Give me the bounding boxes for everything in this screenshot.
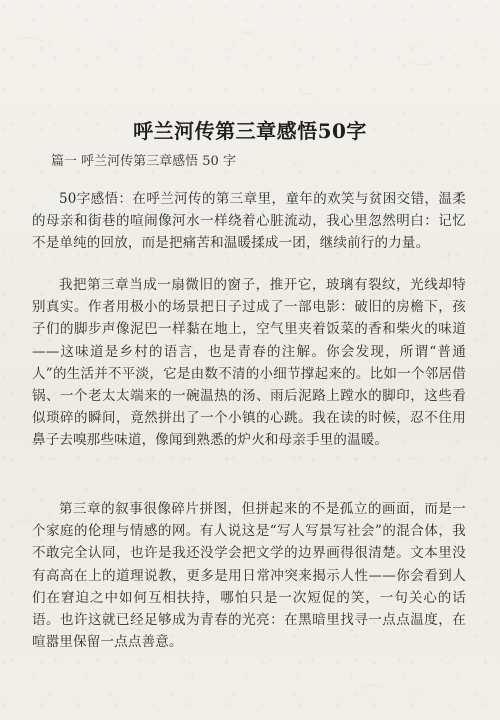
section-heading: 篇一 呼兰河传第三章感悟 50 字	[51, 154, 236, 169]
paragraph-1: 50字感悟：在呼兰河传的第三章里，童年的欢笑与贫困交错，温柔的母亲和街巷的喧闹像河水一样绕着心脏流动，我心里忽然明白：记忆不是单纯的回放，而是把痛苦和温暖揉成一团，继续前行的力量。	[32, 191, 466, 252]
document-title: 呼兰河传第三章感悟50字	[133, 119, 367, 143]
paragraph-3: 第三章的叙事很像碎片拼图，但拼起来的不是孤立的画面，而是一个家庭的伦理与情感的网。有人说这是“写人写景写社会”的混合体，我不敢完全认同，也许是我还没学会把文学的边界画得很清楚。文本里没有高高在上的道理说教，更多是用日常冲突来揭示人性——你会看到人们在窘迫之中如何互相扶持，哪怕只是一次短促的笑，一句关心的话语。也许这就已经足够成为青春的光亮：在黑暗里找寻一点点温度，在喧嚣里保留一点点善意。	[32, 501, 466, 651]
paragraph-2: 我把第三章当成一扇微旧的窗子，推开它，玻璃有裂纹，光线却特别真实。作者用极小的场景把日子过成了一部电影：破旧的房檐下，孩子们的脚步声像泥巴一样黏在地上，空气里夹着饭菜的香和柴火的味道——这味道是乡村的语言，也是青春的注解。你会发现，所谓“普通人”的生活并不平淡，它是由数不清的小细节撑起来的。比如一个邻居借锅、一个老太太端来的一碗温热的汤、雨后泥路上蹚水的脚印，这些看似琐碎的瞬间，竟然拼出了一个小镇的心跳。我在读的时候，忍不住用鼻子去嗅那些味道，像闻到熟悉的炉火和母亲手里的温暖。	[32, 277, 466, 449]
